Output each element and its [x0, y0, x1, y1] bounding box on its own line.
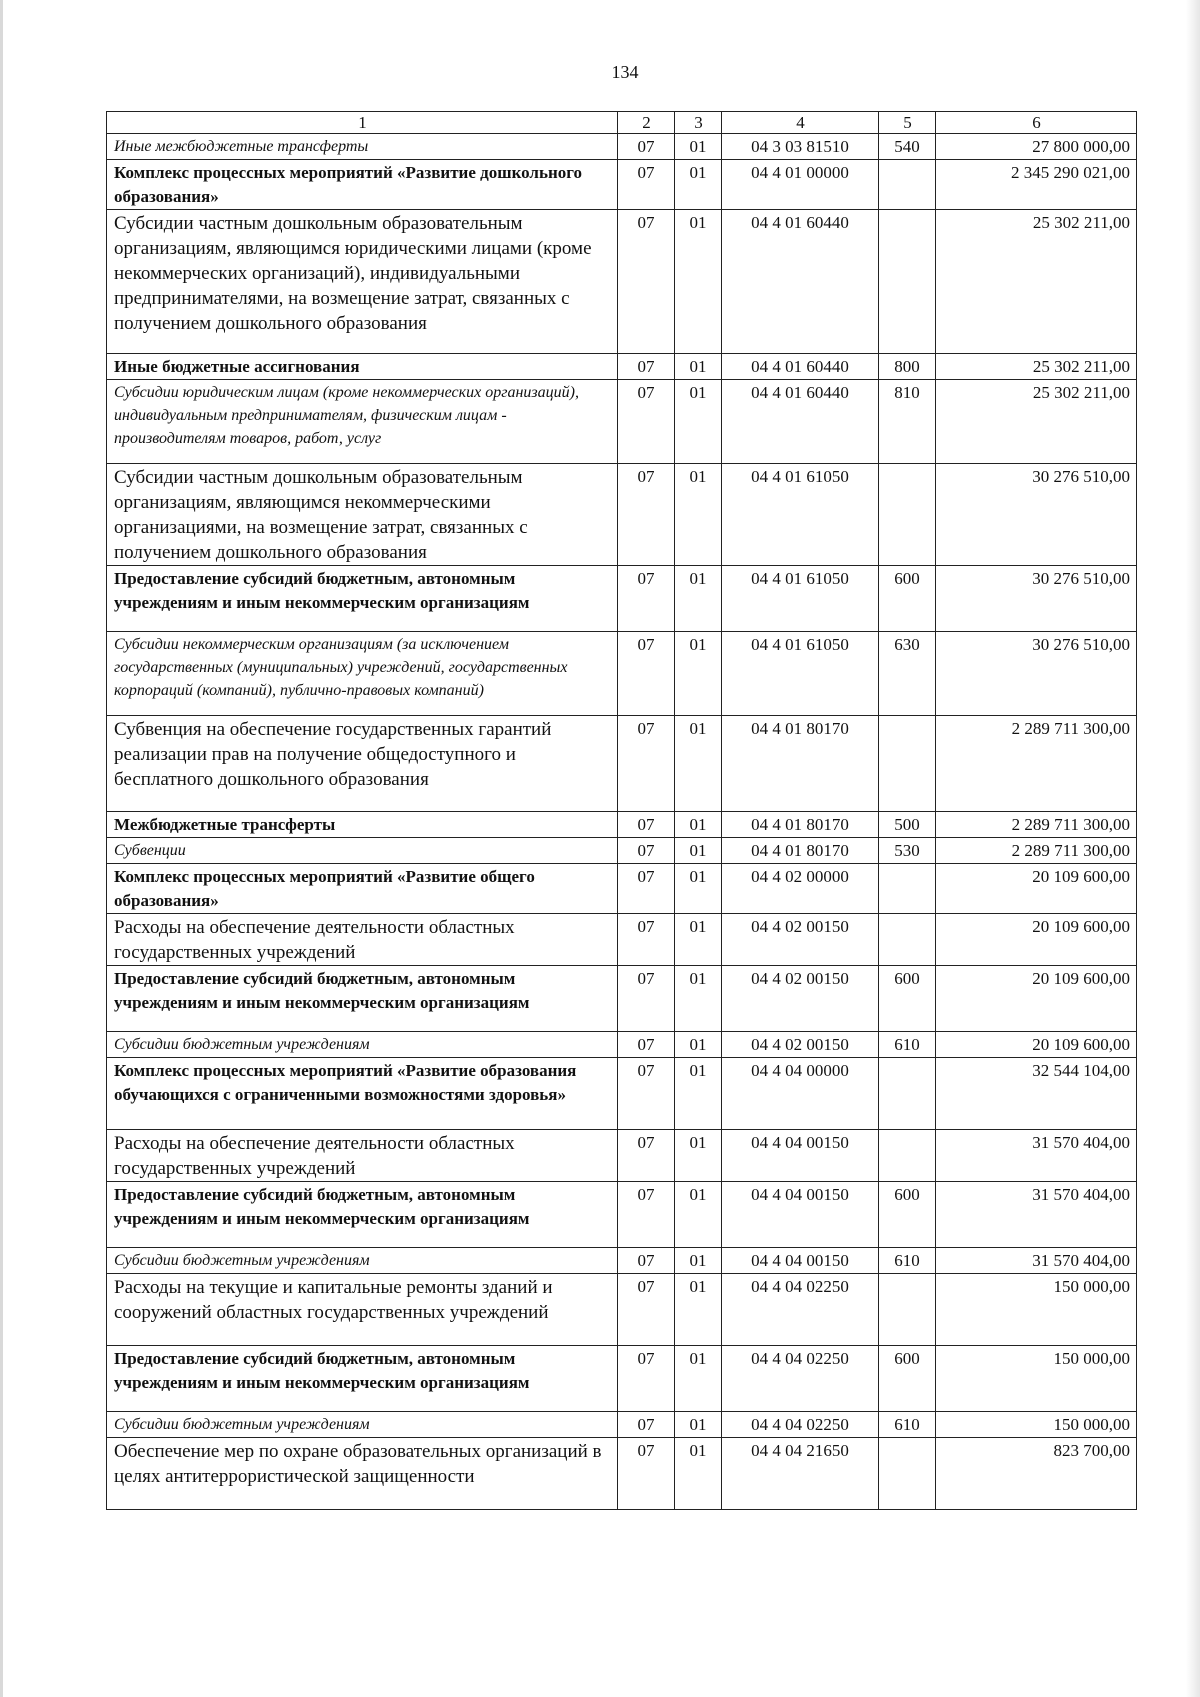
row-section: 07: [618, 1346, 675, 1412]
row-section: 07: [618, 812, 675, 838]
row-expense-type: [879, 160, 936, 210]
table-row: [107, 1130, 1137, 1182]
row-expense-type: 600: [879, 1346, 936, 1412]
scan-left-edge: [0, 0, 3, 1697]
row-expense-type: [879, 914, 936, 966]
row-amount: 823 700,00: [936, 1438, 1137, 1510]
row-name: Иные бюджетные ассигнования: [107, 354, 618, 380]
row-subsection: 01: [675, 1058, 722, 1130]
row-expense-type: [879, 1130, 936, 1182]
row-amount: 32 544 104,00: [936, 1058, 1137, 1130]
row-target-code: 04 4 01 60440: [722, 354, 879, 380]
row-target-code: 04 4 04 00000: [722, 1058, 879, 1130]
row-section: 07: [618, 134, 675, 160]
row-amount: 25 302 211,00: [936, 354, 1137, 380]
row-expense-type: [879, 1274, 936, 1346]
row-amount: 2 345 290 021,00: [936, 160, 1137, 210]
row-section: 07: [618, 1248, 675, 1274]
row-subsection: 01: [675, 838, 722, 864]
row-section: 07: [618, 1058, 675, 1130]
row-name: Межбюджетные трансферты: [107, 812, 618, 838]
row-name: Субвенции: [107, 838, 618, 864]
row-amount: 20 109 600,00: [936, 1032, 1137, 1058]
row-section: 07: [618, 464, 675, 566]
table-row: [107, 1032, 1137, 1058]
table-row: [107, 160, 1137, 210]
row-expense-type: 610: [879, 1248, 936, 1274]
row-amount: 31 570 404,00: [936, 1182, 1137, 1248]
scan-right-edge: [1186, 0, 1200, 1697]
row-amount: 150 000,00: [936, 1346, 1137, 1412]
table-row: [107, 354, 1137, 380]
row-subsection: 01: [675, 864, 722, 914]
row-expense-type: [879, 1058, 936, 1130]
row-target-code: 04 4 02 00150: [722, 914, 879, 966]
row-target-code: 04 4 01 60440: [722, 380, 879, 464]
table-row: [107, 566, 1137, 632]
table-row: [107, 864, 1137, 914]
row-subsection: 01: [675, 966, 722, 1032]
row-section: 07: [618, 716, 675, 812]
row-target-code: 04 4 02 00150: [722, 966, 879, 1032]
row-target-code: 04 4 02 00000: [722, 864, 879, 914]
row-name: Иные межбюджетные трансферты: [107, 134, 618, 160]
row-amount: 30 276 510,00: [936, 566, 1137, 632]
table-row: [107, 966, 1137, 1032]
row-section: 07: [618, 1130, 675, 1182]
row-target-code: 04 4 04 02250: [722, 1274, 879, 1346]
row-target-code: 04 4 04 02250: [722, 1412, 879, 1438]
row-section: 07: [618, 864, 675, 914]
row-target-code: 04 4 01 80170: [722, 838, 879, 864]
row-subsection: 01: [675, 1438, 722, 1510]
row-name: Субсидии бюджетным учреждениям: [107, 1032, 618, 1058]
table-row: [107, 838, 1137, 864]
row-expense-type: 500: [879, 812, 936, 838]
row-target-code: 04 4 01 00000: [722, 160, 879, 210]
table-row: [107, 210, 1137, 354]
row-amount: 27 800 000,00: [936, 134, 1137, 160]
column-header: 2: [618, 112, 675, 134]
row-target-code: 04 4 04 21650: [722, 1438, 879, 1510]
row-name: Субсидии бюджетным учреждениям: [107, 1412, 618, 1438]
row-expense-type: 610: [879, 1412, 936, 1438]
column-header: 6: [936, 112, 1137, 134]
row-expense-type: 800: [879, 354, 936, 380]
row-expense-type: 610: [879, 1032, 936, 1058]
row-subsection: 01: [675, 1274, 722, 1346]
row-subsection: 01: [675, 812, 722, 838]
row-section: 07: [618, 210, 675, 354]
row-amount: 20 109 600,00: [936, 966, 1137, 1032]
row-target-code: 04 4 04 00150: [722, 1130, 879, 1182]
column-header: 5: [879, 112, 936, 134]
row-name: Комплекс процессных мероприятий «Развитие общего образования»: [107, 864, 618, 914]
row-name: Субсидии частным дошкольным образовательным организациям, являющимся юридическими лицами (кроме некоммерческих организаций), индивидуальными предпринимателями, на возмещение затрат, связанных с получением дошкольного образования: [107, 210, 618, 354]
row-target-code: 04 4 04 00150: [722, 1248, 879, 1274]
row-expense-type: [879, 716, 936, 812]
row-subsection: 01: [675, 1032, 722, 1058]
table-row: [107, 632, 1137, 716]
row-amount: 2 289 711 300,00: [936, 838, 1137, 864]
row-name: Субсидии юридическим лицам (кроме некоммерческих организаций), индивидуальным предпринимателям, физическим лицам - производителям товаров, работ, услуг: [107, 380, 618, 464]
row-name: Комплекс процессных мероприятий «Развитие образования обучающихся с ограниченными возможностями здоровья»: [107, 1058, 618, 1130]
row-expense-type: [879, 1438, 936, 1510]
column-header: 4: [722, 112, 879, 134]
row-subsection: 01: [675, 160, 722, 210]
row-name: Субвенция на обеспечение государственных гарантий реализации прав на получение общедоступного и бесплатного дошкольного образования: [107, 716, 618, 812]
row-expense-type: 600: [879, 1182, 936, 1248]
row-name: Предоставление субсидий бюджетным, автономным учреждениям и иным некоммерческим организациям: [107, 1346, 618, 1412]
row-section: 07: [618, 1438, 675, 1510]
row-name: Комплекс процессных мероприятий «Развитие дошкольного образования»: [107, 160, 618, 210]
table-header-row: [107, 112, 1137, 134]
row-amount: 20 109 600,00: [936, 864, 1137, 914]
table-row: [107, 914, 1137, 966]
table-row: [107, 1248, 1137, 1274]
row-subsection: 01: [675, 1248, 722, 1274]
row-subsection: 01: [675, 1346, 722, 1412]
column-header: 1: [107, 112, 618, 134]
row-target-code: 04 4 04 00150: [722, 1182, 879, 1248]
row-target-code: 04 4 02 00150: [722, 1032, 879, 1058]
row-section: 07: [618, 1032, 675, 1058]
row-section: 07: [618, 1412, 675, 1438]
row-subsection: 01: [675, 566, 722, 632]
row-section: 07: [618, 914, 675, 966]
row-expense-type: 530: [879, 838, 936, 864]
row-section: 07: [618, 966, 675, 1032]
row-target-code: 04 4 01 61050: [722, 464, 879, 566]
row-amount: 25 302 211,00: [936, 210, 1137, 354]
row-amount: 25 302 211,00: [936, 380, 1137, 464]
row-name: Субсидии некоммерческим организациям (за исключением государственных (муниципальных) учреждений, государственных корпораций (компаний), публично-правовых компаний): [107, 632, 618, 716]
row-target-code: 04 4 04 02250: [722, 1346, 879, 1412]
table-row: [107, 1412, 1137, 1438]
row-amount: 2 289 711 300,00: [936, 812, 1137, 838]
row-amount: 150 000,00: [936, 1274, 1137, 1346]
row-name: Расходы на обеспечение деятельности областных государственных учреждений: [107, 914, 618, 966]
budget-table: [106, 111, 1137, 1510]
row-name: Субсидии бюджетным учреждениям: [107, 1248, 618, 1274]
row-expense-type: 810: [879, 380, 936, 464]
table-row: [107, 1346, 1137, 1412]
table-row: [107, 1058, 1137, 1130]
row-subsection: 01: [675, 914, 722, 966]
row-amount: 20 109 600,00: [936, 914, 1137, 966]
row-expense-type: 600: [879, 966, 936, 1032]
column-header: 3: [675, 112, 722, 134]
table-row: [107, 1274, 1137, 1346]
row-section: 07: [618, 1182, 675, 1248]
row-section: 07: [618, 566, 675, 632]
table-row: [107, 380, 1137, 464]
row-expense-type: 540: [879, 134, 936, 160]
table-row: [107, 464, 1137, 566]
row-amount: 31 570 404,00: [936, 1130, 1137, 1182]
row-expense-type: [879, 864, 936, 914]
row-subsection: 01: [675, 1130, 722, 1182]
row-section: 07: [618, 632, 675, 716]
row-section: 07: [618, 160, 675, 210]
row-name: Расходы на обеспечение деятельности областных государственных учреждений: [107, 1130, 618, 1182]
row-expense-type: [879, 210, 936, 354]
row-subsection: 01: [675, 1182, 722, 1248]
row-target-code: 04 4 01 61050: [722, 566, 879, 632]
row-subsection: 01: [675, 464, 722, 566]
row-subsection: 01: [675, 354, 722, 380]
row-name: Предоставление субсидий бюджетным, автономным учреждениям и иным некоммерческим организациям: [107, 966, 618, 1032]
row-amount: 31 570 404,00: [936, 1248, 1137, 1274]
row-expense-type: [879, 464, 936, 566]
row-subsection: 01: [675, 210, 722, 354]
row-subsection: 01: [675, 632, 722, 716]
row-name: Субсидии частным дошкольным образовательным организациям, являющимся некоммерческими организациями, на возмещение затрат, связанных с получением дошкольного образования: [107, 464, 618, 566]
row-target-code: 04 4 01 80170: [722, 812, 879, 838]
page-number: 134: [611, 62, 639, 82]
table-row: [107, 812, 1137, 838]
row-target-code: 04 4 01 60440: [722, 210, 879, 354]
table-row: [107, 134, 1137, 160]
row-amount: 150 000,00: [936, 1412, 1137, 1438]
row-amount: 30 276 510,00: [936, 464, 1137, 566]
row-name: Предоставление субсидий бюджетным, автономным учреждениям и иным некоммерческим организациям: [107, 1182, 618, 1248]
row-expense-type: 630: [879, 632, 936, 716]
row-section: 07: [618, 354, 675, 380]
row-subsection: 01: [675, 1412, 722, 1438]
row-amount: 2 289 711 300,00: [936, 716, 1137, 812]
row-expense-type: 600: [879, 566, 936, 632]
row-section: 07: [618, 838, 675, 864]
row-target-code: 04 4 01 80170: [722, 716, 879, 812]
table-row: [107, 1438, 1137, 1510]
row-subsection: 01: [675, 380, 722, 464]
row-amount: 30 276 510,00: [936, 632, 1137, 716]
row-subsection: 01: [675, 134, 722, 160]
row-target-code: 04 3 03 81510: [722, 134, 879, 160]
row-section: 07: [618, 380, 675, 464]
row-name: Предоставление субсидий бюджетным, автономным учреждениям и иным некоммерческим организациям: [107, 566, 618, 632]
row-target-code: 04 4 01 61050: [722, 632, 879, 716]
table-row: [107, 1182, 1137, 1248]
table-row: [107, 716, 1137, 812]
row-name: Расходы на текущие и капитальные ремонты зданий и сооружений областных государственных учреждений: [107, 1274, 618, 1346]
row-subsection: 01: [675, 716, 722, 812]
row-section: 07: [618, 1274, 675, 1346]
row-name: Обеспечение мер по охране образовательных организаций в целях антитеррористической защищенности: [107, 1438, 618, 1510]
